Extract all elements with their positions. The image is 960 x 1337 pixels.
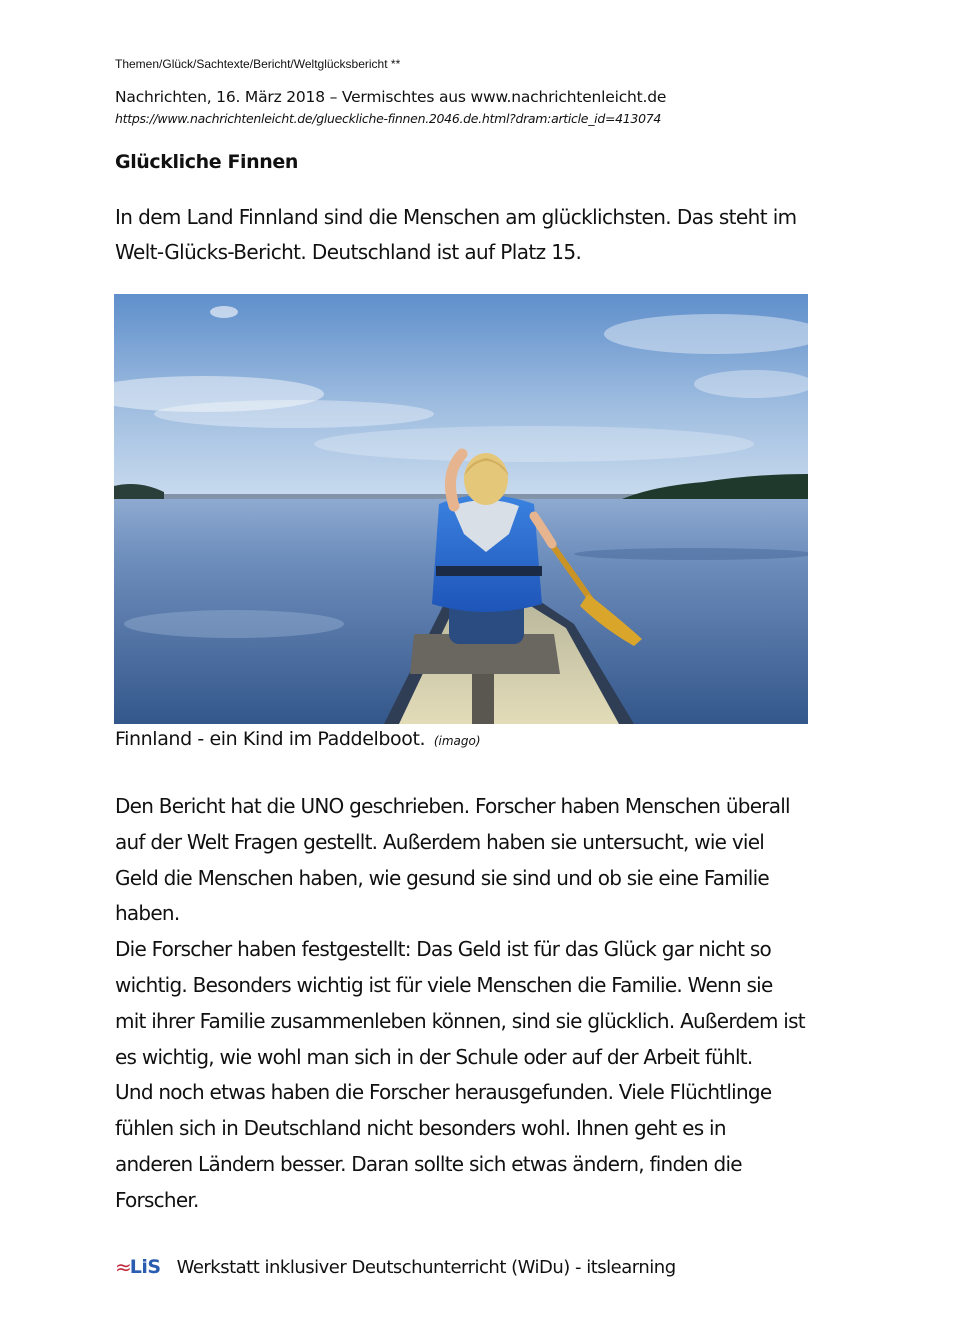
body-line: haben.	[115, 901, 180, 926]
source-url: https://www.nachrichtenleicht.de/glueckliche-finnen.2046.de.html?dram:article_id=413074	[115, 111, 662, 126]
lead-paragraph	[115, 200, 895, 270]
article-photo	[114, 294, 808, 724]
waves-icon: ≈	[115, 1255, 130, 1279]
body-line: anderen Ländern besser. Daran sollte sich etwas ändern, finden die	[115, 1151, 742, 1176]
logo-text: LiS	[129, 1256, 161, 1278]
article-title: Glückliche Finnen	[115, 151, 299, 173]
body-line: Den Bericht hat die UNO geschrieben. Forscher haben Menschen überall	[115, 794, 790, 818]
body-line: es wichtig, wie wohl man sich in der Schule oder auf der Arbeit fühlt.	[115, 1044, 753, 1069]
photo-caption	[115, 728, 481, 750]
body-line: wichtig. Besonders wichtig ist für viele Menschen die Familie. Wenn sie	[115, 972, 773, 997]
body-line: mit ihrer Familie zusammenleben können, sind sie glücklich. Außerdem ist	[115, 1008, 805, 1033]
topic-path: Themen/Glück/Sachtexte/Bericht/Weltglücksbericht **	[115, 57, 401, 71]
caption-text: Finnland - ein Kind im Paddelboot.	[115, 728, 426, 750]
lead-line: In dem Land Finnland sind die Menschen am glücklichsten. Das steht im	[115, 205, 797, 229]
body-line: Und noch etwas haben die Forscher herausgefunden. Viele Flüchtlinge	[115, 1080, 772, 1105]
canoe-lake-illustration	[114, 294, 808, 724]
lis-logo	[115, 1254, 161, 1280]
body-line: auf der Welt Fragen gestellt. Außerdem haben sie untersucht, wie viel	[115, 829, 765, 854]
body-line: Geld die Menschen haben, wie gesund sie sind und ob sie eine Familie	[115, 865, 769, 890]
page-footer	[115, 1254, 676, 1280]
body-line: Die Forscher haben festgestellt: Das Geld ist für das Glück gar nicht so	[115, 937, 772, 962]
lead-line: Welt-Glücks-Bericht. Deutschland ist auf Platz 15.	[115, 240, 582, 264]
caption-credit: (imago)	[433, 734, 481, 748]
body-line: Forscher.	[115, 1187, 199, 1212]
article-body	[115, 789, 905, 1219]
footer-text: Werkstatt inklusiver Deutschunterricht (WiDu) - itslearning	[176, 1256, 676, 1278]
source-line: Nachrichten, 16. März 2018 – Vermischtes aus www.nachrichtenleicht.de	[115, 88, 667, 106]
body-line: fühlen sich in Deutschland nicht besonders wohl. Ihnen geht es in	[115, 1116, 726, 1141]
